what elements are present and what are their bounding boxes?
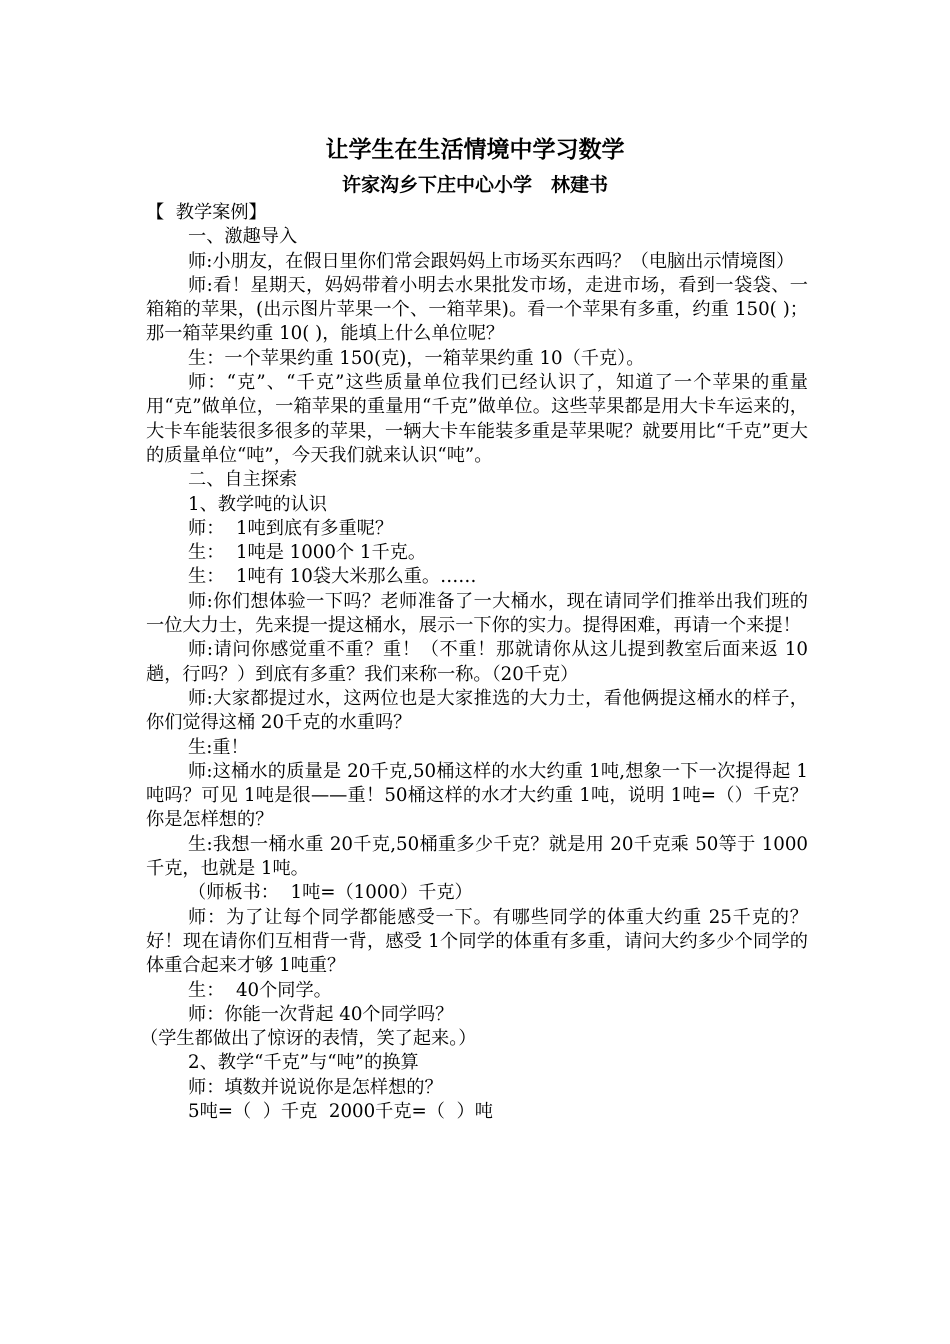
paragraph: 生:我想一桶水重 20千克,50桶重多少千克？就是用 20千克乘 50等于 1000千克，也就是 1吨。 [146,833,808,880]
paragraph: 1、教学吨的认识 [188,493,327,515]
section-label: 【 教学案例】 [146,202,267,223]
paragraph: 生：一个苹果约重 150(克)，一箱苹果约重 10（千克）。 [188,347,645,369]
paragraph-list [140,225,808,1124]
paragraph: 生： 1吨有 10袋大米那么重。…… [188,566,477,588]
author-line: 许家沟乡下庄中心小学 林建书 [341,174,608,196]
paragraph: 生： 1吨是 1000个 1千克。 [188,542,427,564]
paragraph: 5吨=（ ）千克 2000千克=（ ）吨 [188,1100,493,1122]
paragraph: 师:你们想体验一下吗？老师准备了一大桶水，现在请同学们推举出我们班的一位大力士，先来提一提这桶水，展示一下你的实力。提得困难，再请一个来提！ [146,590,808,637]
paragraph: 一、激趣导入 [188,226,298,248]
paragraph: 2、教学“千克”与“吨”的换算 [188,1052,419,1074]
paragraph: 师:看！星期天，妈妈带着小明去水果批发市场，走进市场，看到一袋袋、一箱箱的苹果，(出示图片苹果一个、一箱苹果)。看一个苹果有多重，约重 150( )；那一箱苹果约重 10( )，能填上什么单位呢？ [146,274,808,345]
document-title: 让学生在生活情境中学习数学 [325,136,625,163]
paragraph: 师：为了让每个同学都能感受一下。有哪些同学的体重大约重 25千克的？好！现在请你们互相背一背，感受 1个同学的体重有多重，请问大约多少个同学的体重合起来才够 1吨重？ [146,906,808,977]
paragraph: 师:大家都提过水，这两位也是大家推选的大力士，看他俩提这桶水的样子，你们觉得这桶 20千克的水重吗？ [146,687,808,734]
paragraph: 师:请问你感觉重不重？重！（不重！那就请你从这儿提到教室后面来返 10趟，行吗？）到底有多重？我们来称一称。（20千克） [146,639,808,685]
paragraph: 二、自主探索 [188,469,298,491]
paragraph: 生:重！ [188,736,249,758]
paragraph: 师：“克”、“千克”这些质量单位我们已经认识了，知道了一个苹果的重量用“克”做单位，一箱苹果的重量用“千克”做单位。这些苹果都是用大卡车运来的，大卡车能装很多很多的苹果，一辆大卡车能装多重是苹果呢？就要用比“千克”更大的质量单位“吨”，今天我们就来认识“吨”。 [146,372,808,466]
paragraph: 师： 1吨到底有多重呢？ [188,517,394,539]
paragraph: 师：你能一次背起 40个同学吗？ [188,1003,454,1025]
paragraph: 师:这桶水的质量是 20千克,50桶这样的水大约重 1吨,想象一下一次提得起 1吨吗？可见 1吨是很——重！50桶这样的水才大约重 1吨，说明 1吨=（）千克？你是怎样想的？ [146,760,808,831]
paragraph: 师：填数并说说你是怎样想的？ [188,1076,443,1098]
paragraph: 师:小朋友，在假日里你们常会跟妈妈上市场买东西吗？（电脑出示情境图） [188,250,795,272]
document-body [140,201,808,1124]
paragraph: 生： 40个同学。 [188,979,332,1001]
paragraph: （师板书： 1吨=（1000）千克） [188,882,473,904]
paragraph: （学生都做出了惊讶的表情，笑了起来。） [140,1028,477,1050]
